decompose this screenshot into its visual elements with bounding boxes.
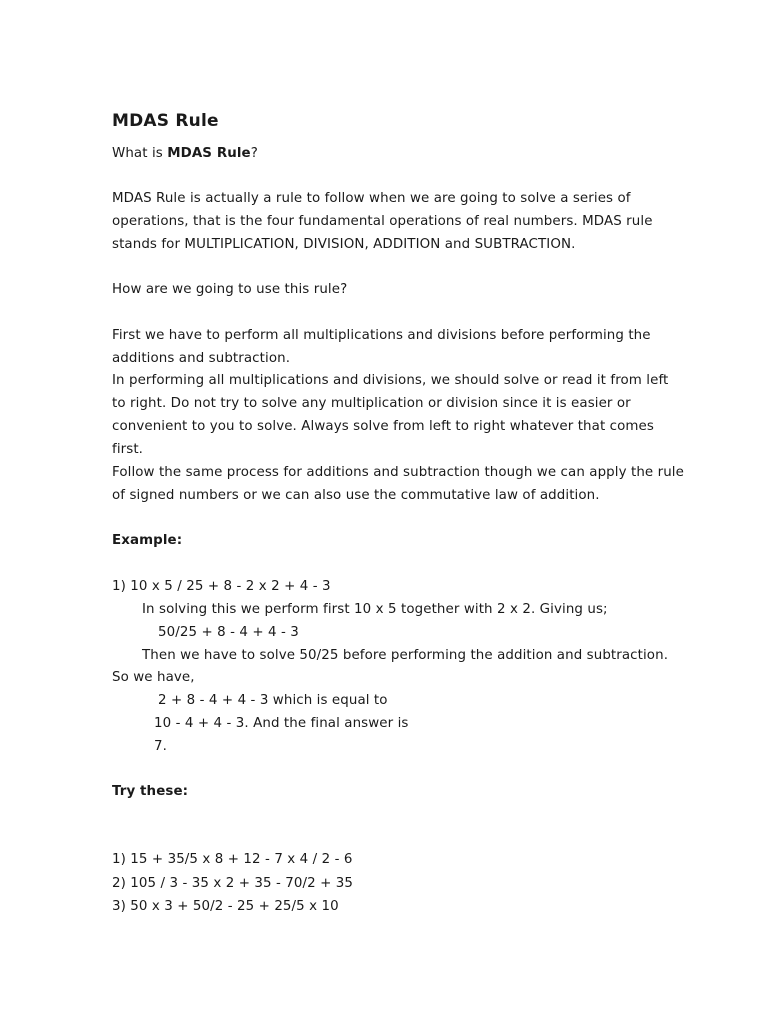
question-what-is: [112, 145, 258, 163]
explanation-line: Follow the same process for additions and subtraction though we can apply the rule: [112, 465, 684, 480]
explanation-line: In performing all multiplications and divisions, we should solve or read it from left: [112, 373, 669, 388]
example-step: In solving this we perform first 10 x 5 together with 2 x 2. Giving us;: [142, 602, 608, 617]
exercise-item: 3) 50 x 3 + 50/2 - 25 + 25/5 x 10: [112, 899, 339, 914]
intro-line: operations, that is the four fundamental operations of real numbers. MDAS rule: [112, 214, 653, 229]
explanation-line: of signed numbers or we can also use the commutative law of addition.: [112, 488, 600, 503]
intro-line: stands for MULTIPLICATION, DIVISION, ADDITION and SUBTRACTION.: [112, 237, 576, 252]
document-title: MDAS Rule: [112, 111, 219, 131]
example-step: Then we have to solve 50/25 before performing the addition and subtraction.: [142, 648, 669, 663]
intro-line: MDAS Rule is actually a rule to follow when we are going to solve a series of: [112, 191, 631, 206]
example-problem: 1) 10 x 5 / 25 + 8 - 2 x 2 + 4 - 3: [112, 579, 331, 594]
exercise-item: 2) 105 / 3 - 35 x 2 + 35 - 70/2 + 35: [112, 876, 354, 891]
question-prefix: What is: [112, 146, 168, 161]
example-step: 10 - 4 + 4 - 3. And the final answer is: [154, 716, 409, 731]
explanation-line: First we have to perform all multiplications and divisions before performing the: [112, 328, 651, 343]
example-step: 50/25 + 8 - 4 + 4 - 3: [158, 625, 299, 640]
explanation-line: additions and subtraction.: [112, 351, 291, 366]
question-suffix: ?: [250, 146, 258, 161]
example-heading: Example:: [112, 533, 183, 548]
example-answer: 7.: [154, 739, 167, 754]
example-step: 2 + 8 - 4 + 4 - 3 which is equal to: [158, 693, 388, 708]
exercise-item: 1) 15 + 35/5 x 8 + 12 - 7 x 4 / 2 - 6: [112, 852, 353, 867]
explanation-line: convenient to you to solve. Always solve from left to right whatever that comes: [112, 419, 654, 434]
try-heading: Try these:: [112, 784, 189, 799]
question-bold-term: MDAS Rule: [167, 146, 251, 161]
question-how-to-use: How are we going to use this rule?: [112, 282, 348, 297]
explanation-line: first.: [112, 442, 144, 457]
explanation-line: to right. Do not try to solve any multiplication or division since it is easier or: [112, 396, 631, 411]
example-step: So we have,: [112, 670, 195, 685]
